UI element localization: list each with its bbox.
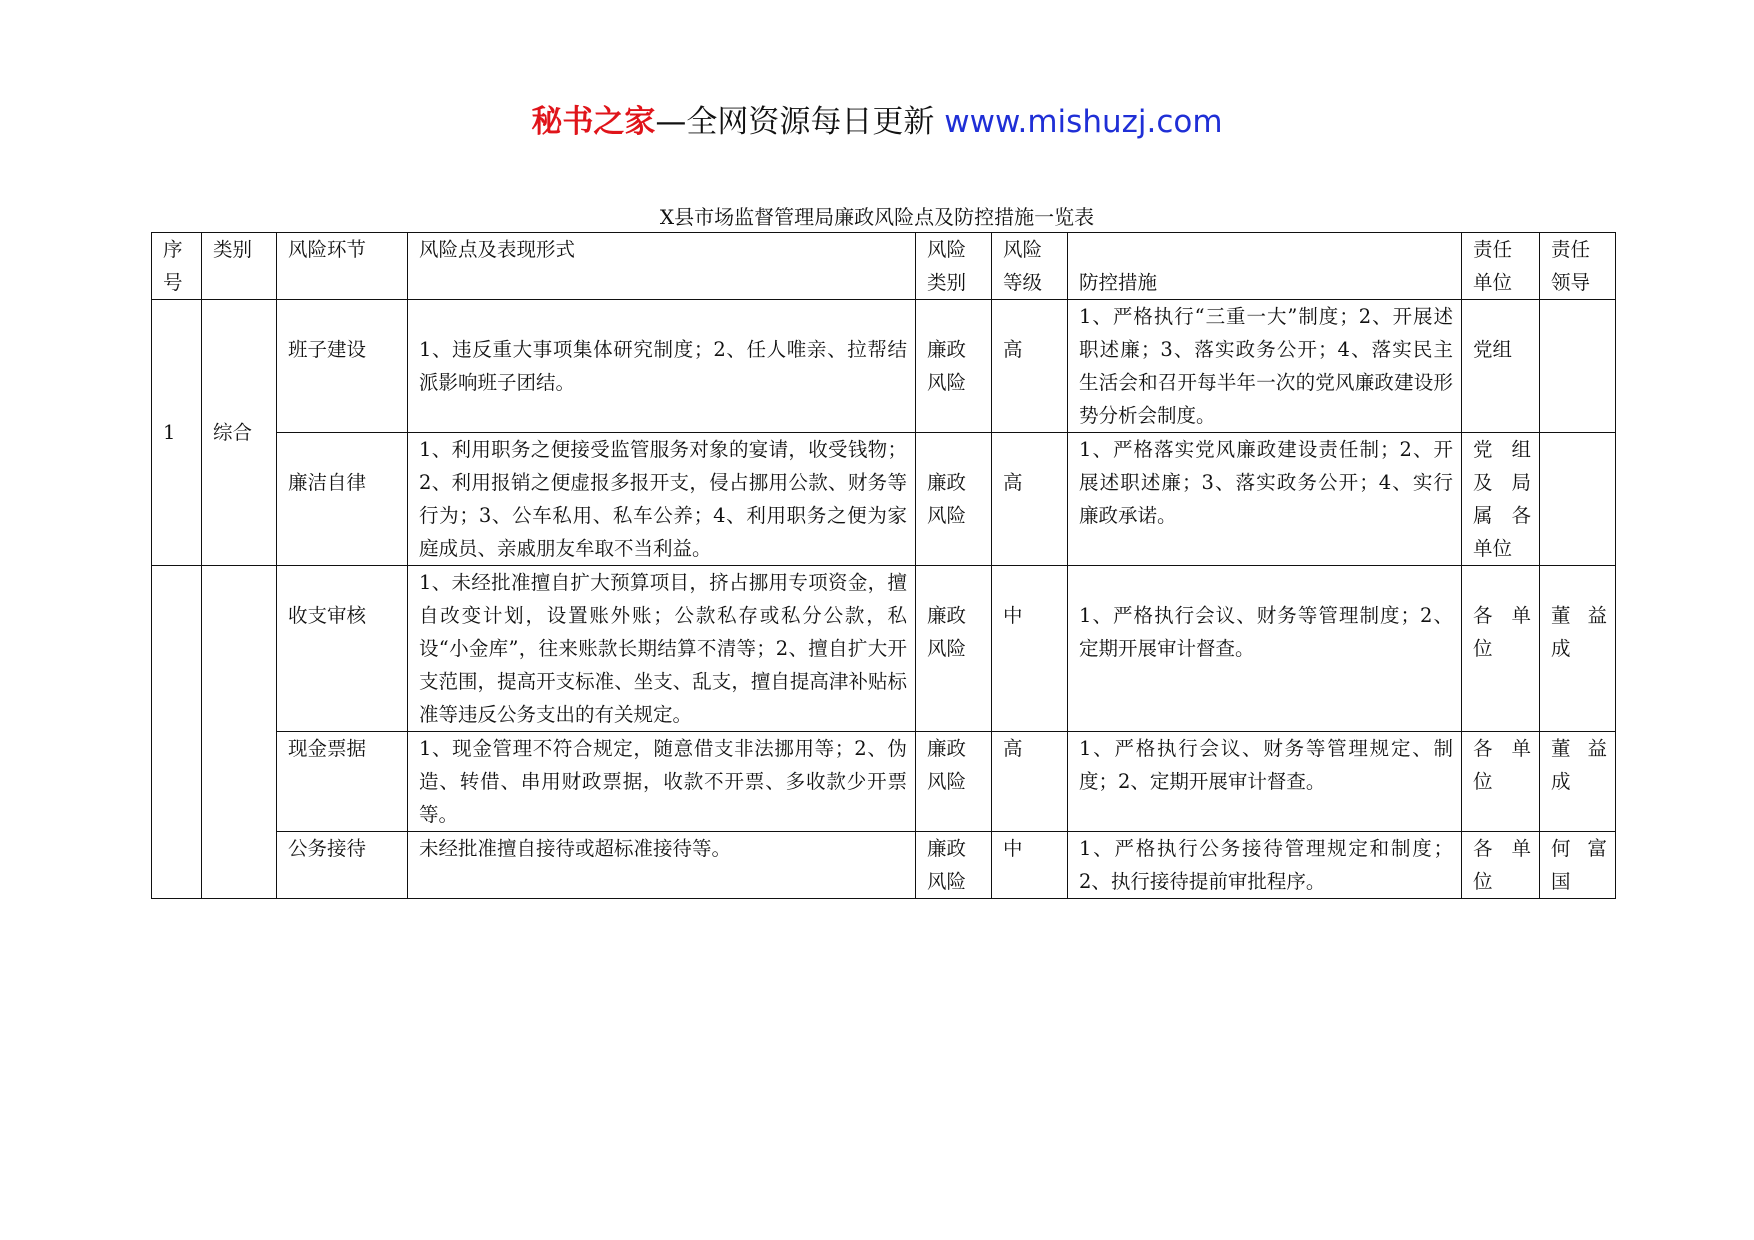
cell-points: 未经批准擅自接待或超标准接待等。 [408, 832, 916, 899]
banner-dash: — [655, 104, 687, 140]
banner-slogan: 全网资源每日更新 [686, 104, 935, 140]
cell-risk-level: 高 [992, 433, 1068, 566]
cell-link: 收支审核 [277, 566, 408, 732]
cell-leader: 董益成 [1540, 566, 1616, 732]
cell-measures: 1、严格执行会议、财务等管理制度；2、定期开展审计督查。 [1068, 566, 1462, 732]
cell-measures: 1、严格执行“三重一大”制度；2、开展述职述廉；3、落实政务公开；4、落实民主生活会和召开每半年一次的党风廉政建设形势分析会制度。 [1068, 300, 1462, 433]
cell-points: 1、现金管理不符合规定，随意借支非法挪用等；2、伪造、转借、串用财政票据，收款不开票、多收款少开票等。 [408, 732, 916, 832]
header-link: 风险环节 [277, 233, 408, 300]
table-row [152, 566, 1616, 732]
cell-points: 1、利用职务之便接受监管服务对象的宴请，收受钱物；2、利用报销之便虚报多报开支，侵占挪用公款、财务等行为；3、公车私用、私车公养；4、利用职务之便为家庭成员、亲戚朋友牟取不当利益。 [408, 433, 916, 566]
cell-risk-type: 廉政风险 [916, 433, 992, 566]
cell-measures: 1、严格落实党风廉政建设责任制；2、开展述职述廉；3、落实政务公开；4、实行廉政承诺。 [1068, 433, 1462, 566]
cell-unit: 各单位 [1462, 732, 1540, 832]
cell-link: 现金票据 [277, 732, 408, 832]
cell-unit: 各单位 [1462, 832, 1540, 899]
cell-risk-type: 廉政风险 [916, 300, 992, 433]
header-seq: 序号 [152, 233, 202, 300]
banner-brand: 秘书之家 [531, 104, 656, 140]
cell-risk-level: 高 [992, 300, 1068, 433]
cell-measures: 1、严格执行公务接待管理规定和制度；2、执行接待提前审批程序。 [1068, 832, 1462, 899]
cell-seq: 1 [152, 300, 202, 566]
cell-points: 1、违反重大事项集体研究制度；2、任人唯亲、拉帮结派影响班子团结。 [408, 300, 916, 433]
cell-leader [1540, 433, 1616, 566]
table-header-row [152, 233, 1616, 300]
site-banner [0, 100, 1754, 144]
header-risk-level: 风险等级 [992, 233, 1068, 300]
cell-unit: 党组 [1462, 300, 1540, 433]
table-row [152, 732, 1616, 832]
cell-category: 综合 [202, 300, 277, 566]
cell-risk-level: 中 [992, 566, 1068, 732]
cell-risk-level: 高 [992, 732, 1068, 832]
banner-url-link[interactable]: www.mishuzj.com [944, 104, 1223, 140]
header-points: 风险点及表现形式 [408, 233, 916, 300]
cell-risk-type: 廉政风险 [916, 832, 992, 899]
header-category: 类别 [202, 233, 277, 300]
header-measures: 防控措施 [1068, 233, 1462, 300]
risk-table [151, 232, 1616, 899]
cell-measures: 1、严格执行会议、财务等管理规定、制度；2、定期开展审计督查。 [1068, 732, 1462, 832]
table-row [152, 300, 1616, 433]
cell-risk-type: 廉政风险 [916, 566, 992, 732]
cell-link: 班子建设 [277, 300, 408, 433]
cell-risk-level: 中 [992, 832, 1068, 899]
cell-seq [152, 566, 202, 899]
document-title: X县市场监督管理局廉政风险点及防控措施一览表 [659, 205, 1095, 229]
header-unit: 责任单位 [1462, 233, 1540, 300]
cell-risk-type: 廉政风险 [916, 732, 992, 832]
table-row [152, 433, 1616, 566]
cell-unit: 各单位 [1462, 566, 1540, 732]
cell-category [202, 566, 277, 899]
cell-leader: 董益成 [1540, 732, 1616, 832]
cell-points: 1、未经批准擅自扩大预算项目，挤占挪用专项资金，擅自改变计划，设置账外账；公款私存或私分公款，私设“小金库”，往来账款长期结算不清等；2、擅自扩大开支范围，提高开支标准、坐支、乱支，擅自提高津补贴标准等违反公务支出的有关规定。 [408, 566, 916, 732]
cell-leader [1540, 300, 1616, 433]
header-leader: 责任领导 [1540, 233, 1616, 300]
cell-leader: 何富国 [1540, 832, 1616, 899]
cell-link: 廉洁自律 [277, 433, 408, 566]
cell-link: 公务接待 [277, 832, 408, 899]
cell-unit: 党组及局属各单位 [1462, 433, 1540, 566]
table-row [152, 832, 1616, 899]
header-risk-type: 风险类别 [916, 233, 992, 300]
